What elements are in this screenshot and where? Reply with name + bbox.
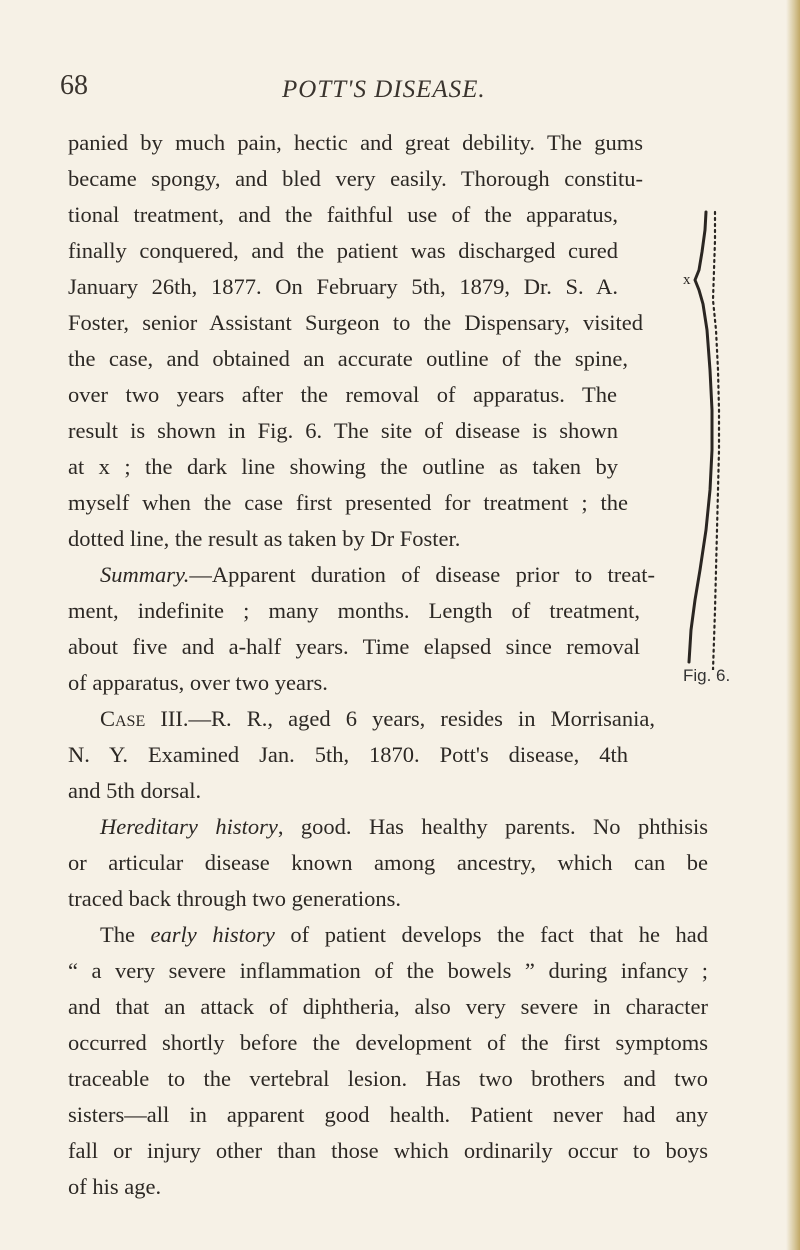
text-line: the case, and obtained an accurate outline of the spine, xyxy=(68,346,628,371)
text-line: finally conquered, and the patient was discharged cured xyxy=(68,238,618,263)
summary-line: about five and a-half years. Time elapsed since removal xyxy=(68,634,640,659)
early-history-line: “ a very severe inflammation of the bowels ” during infancy ; xyxy=(68,958,708,983)
figure-caption: Fig. 6. xyxy=(683,666,731,685)
text-line: tional treatment, and the faithful use of the apparatus, xyxy=(68,202,618,227)
text-line: at x ; the dark line showing the outline as taken by xyxy=(68,454,618,479)
early-history-line: and that an attack of diphtheria, also very severe in character xyxy=(68,994,708,1019)
text-line: Foster, senior Assistant Surgeon to the Dispensary, visited xyxy=(68,310,643,335)
text-line: became spongy, and bled very easily. Thorough constitu- xyxy=(68,166,643,191)
early-history-line: sisters—all in apparent good health. Patient never had any xyxy=(68,1102,708,1127)
summary-line: Summary.—Apparent duration of disease prior to treat- xyxy=(100,562,655,587)
early-history-line: traceable to the vertebral lesion. Has two brothers and two xyxy=(68,1066,708,1091)
case-line: Case III.—R. R., aged 6 years, resides in Morrisania, xyxy=(100,706,655,731)
text-line: panied by much pain, hectic and great debility. The gums xyxy=(68,130,643,155)
case-label: Case xyxy=(100,706,146,731)
summary-line: ment, indefinite ; many months. Length of treatment, xyxy=(68,598,640,623)
text-line: result is shown in Fig. 6. The site of disease is shown xyxy=(68,418,618,443)
lesion-marker: x xyxy=(683,272,691,288)
early-history-line: fall or injury other than those which ordinarily occur to boys xyxy=(68,1138,708,1163)
page-number: 68 xyxy=(60,70,88,101)
early-history-line: occurred shortly before the development of the first symptoms xyxy=(68,1030,708,1055)
text-line: January 26th, 1877. On February 5th, 1879, Dr. S. A. xyxy=(68,274,618,299)
solid-outline xyxy=(689,212,712,662)
case-line: and 5th dorsal. xyxy=(68,778,202,803)
summary-label: Summary. xyxy=(100,562,190,587)
text-line: dotted line, the result as taken by Dr Foster. xyxy=(68,526,461,551)
dotted-outline xyxy=(713,212,719,670)
hereditary-line: traced back through two generations. xyxy=(68,886,402,911)
hereditary-label: Hereditary history xyxy=(100,814,278,839)
page-edge xyxy=(786,0,800,1250)
spine-outline-figure xyxy=(655,200,735,670)
hereditary-line: Hereditary history, good. Has healthy parents. No phthisis xyxy=(100,814,708,839)
text-line: myself when the case first presented for treatment ; the xyxy=(68,490,628,515)
early-history-label: early history xyxy=(150,922,275,947)
early-history-line: of his age. xyxy=(68,1174,162,1199)
summary-line: of apparatus, over two years. xyxy=(68,670,328,695)
running-head: POTT'S DISEASE. xyxy=(282,76,486,103)
hereditary-line: or articular disease known among ancestry, which can be xyxy=(68,850,708,875)
early-history-line: The early history of patient develops the fact that he had xyxy=(100,922,709,947)
text-line: over two years after the removal of apparatus. The xyxy=(68,382,617,407)
case-line: N. Y. Examined Jan. 5th, 1870. Pott's disease, 4th xyxy=(68,742,628,767)
